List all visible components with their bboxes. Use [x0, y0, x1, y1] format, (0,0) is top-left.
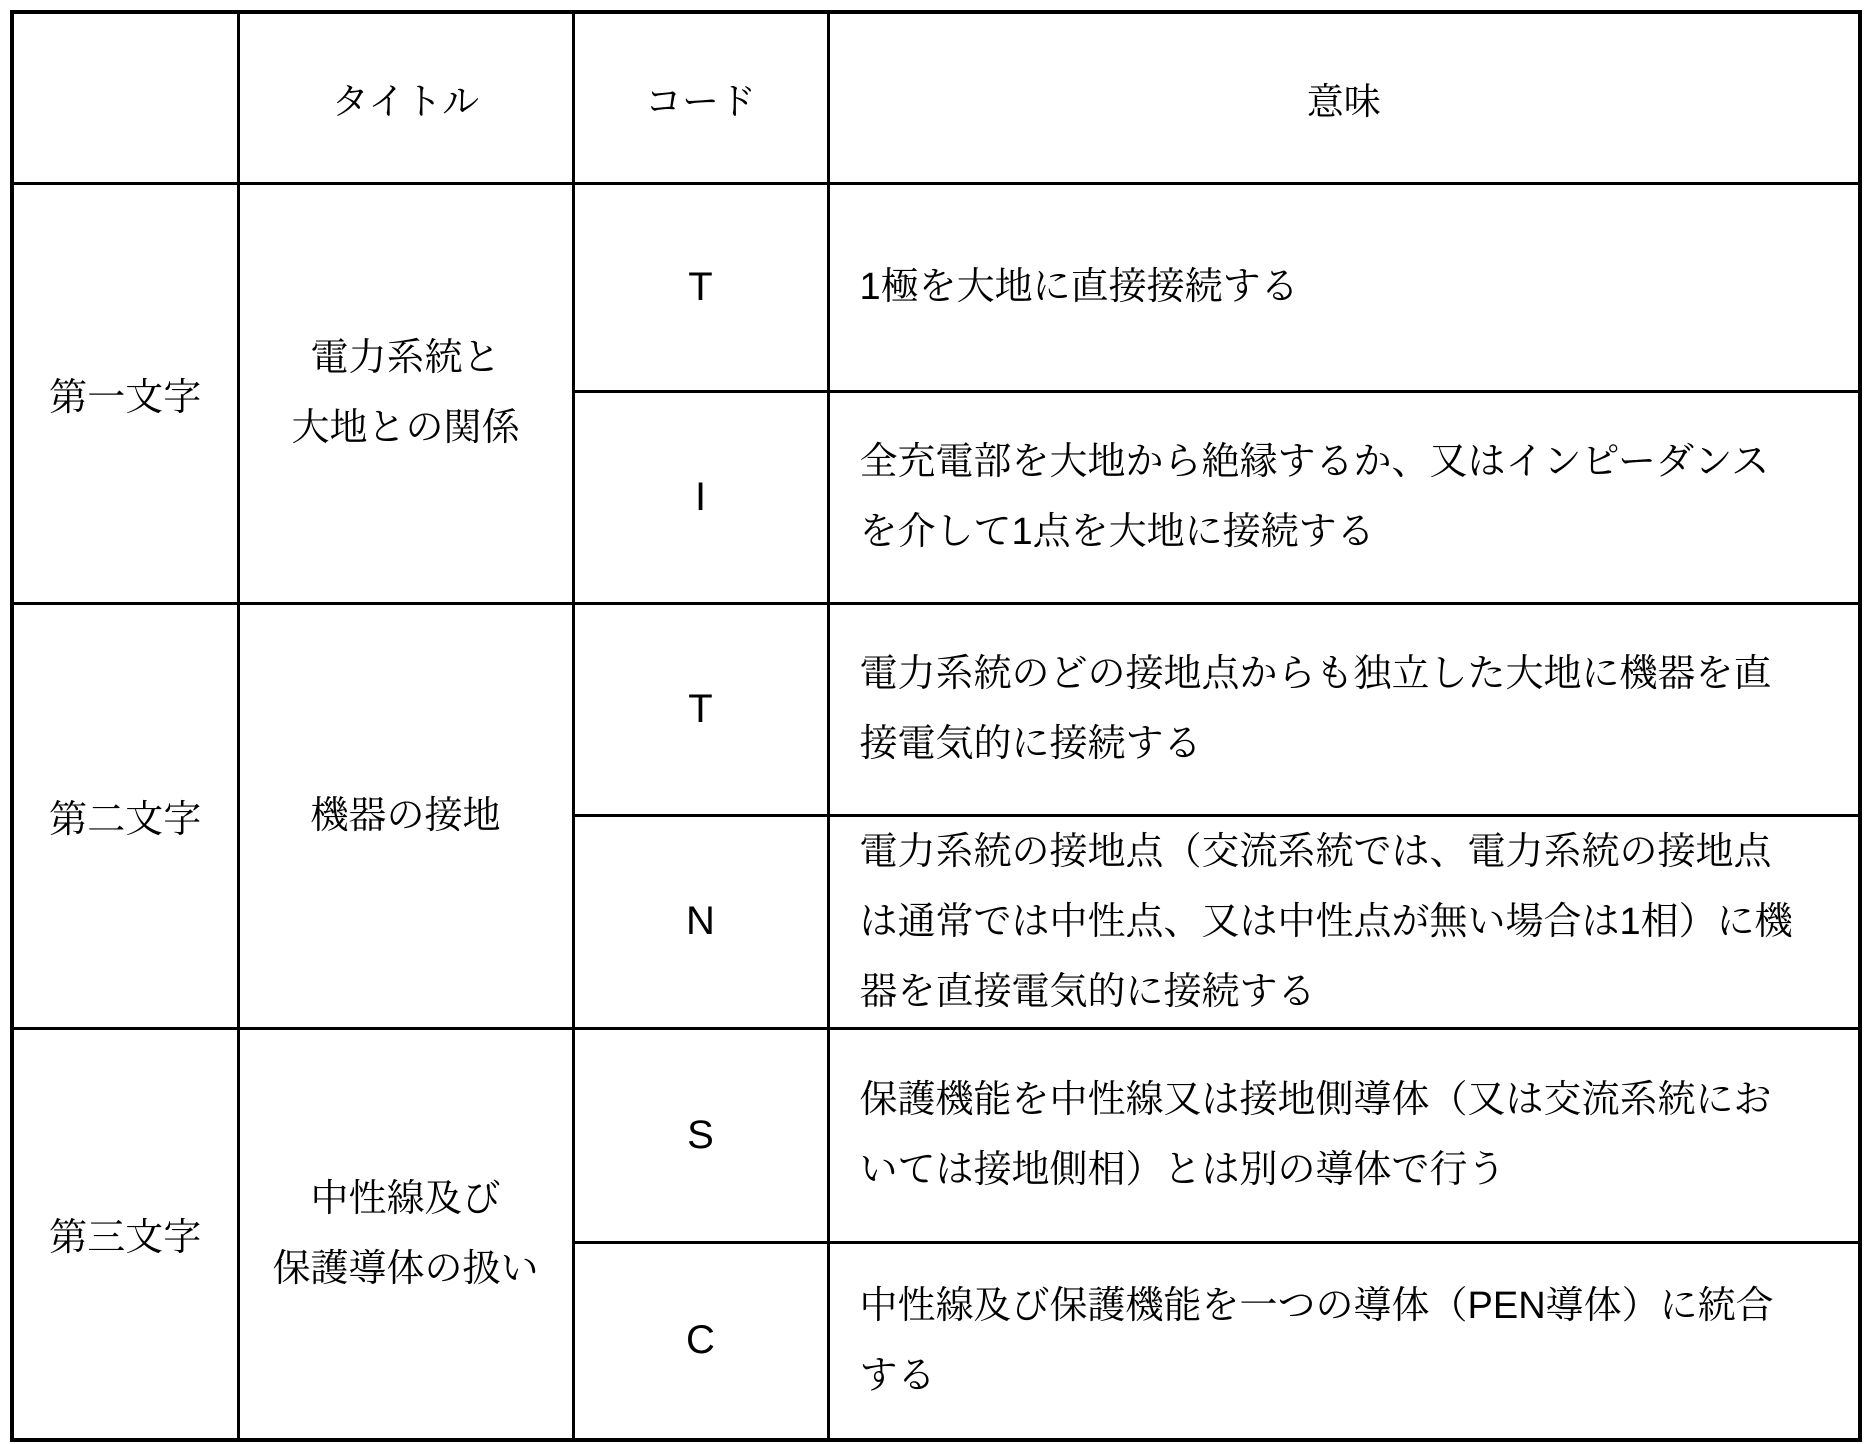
title-line: 中性線及び	[310, 1177, 501, 1220]
code-cell: T	[573, 603, 828, 815]
header-meaning: 意味	[828, 12, 1860, 183]
position-cell-second-letter: 第二文字	[12, 603, 238, 1028]
title-cell-power-system-earth	[238, 183, 573, 603]
code-cell: T	[573, 183, 828, 391]
position-cell-first-letter: 第一文字	[12, 183, 238, 603]
table-row-third-letter-s	[12, 1028, 1860, 1242]
meaning-cell: 電力系統のどの接地点からも独立した大地に機器を直接電気的に接続する	[828, 603, 1860, 815]
earthing-code-table-container	[10, 10, 1862, 1442]
code-cell: N	[573, 815, 828, 1028]
code-cell: C	[573, 1242, 828, 1440]
meaning-cell: 全充電部を大地から絶縁するか、又はインピーダンスを介して1点を大地に接続する	[828, 391, 1860, 603]
header-code: コード	[573, 12, 828, 183]
header-title: タイトル	[238, 12, 573, 183]
meaning-cell: 中性線及び保護機能を一つの導体（PEN導体）に統合する	[828, 1242, 1860, 1440]
title-line: 保護導体の扱い	[272, 1247, 539, 1290]
header-row	[12, 12, 1860, 183]
meaning-cell: 電力系統の接地点（交流系統では、電力系統の接地点は通常では中性点、又は中性点が無い場合は1相）に機器を直接電気的に接続する	[828, 815, 1860, 1028]
title-cell-neutral-protective-conductor	[238, 1028, 573, 1440]
title-line: 大地との関係	[291, 407, 520, 449]
table-row-first-letter-t	[12, 183, 1860, 391]
meaning-cell: 保護機能を中性線又は接地側導体（又は交流系統においては接地側相）とは別の導体で行う	[828, 1028, 1860, 1242]
position-cell-third-letter: 第三文字	[12, 1028, 238, 1440]
title-line: 機器の接地	[310, 794, 501, 837]
table-row-second-letter-t	[12, 603, 1860, 815]
title-line: 電力系統と	[310, 337, 501, 379]
header-blank-cell	[12, 12, 238, 183]
code-cell: I	[573, 391, 828, 603]
meaning-cell: 1極を大地に直接接続する	[828, 183, 1860, 391]
title-cell-equipment-earthing	[238, 603, 573, 1028]
earthing-system-code-table	[10, 10, 1862, 1442]
code-cell: S	[573, 1028, 828, 1242]
